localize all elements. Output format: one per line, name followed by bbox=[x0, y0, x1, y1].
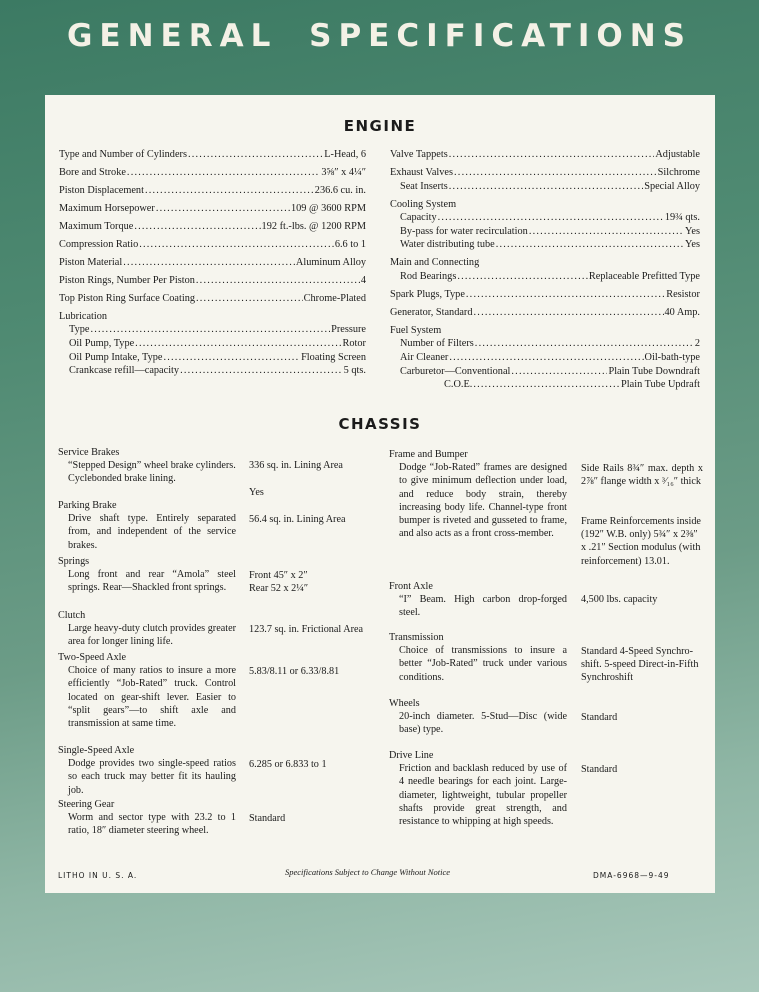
frame-bumper-block: Frame and Bumper Dodge “Job-Rated” frames are designed to give minimum deflection under load, and reduce body strain, thereby increasing body life. Channel-type front bumper is riveted and gusseted to frame, and also acts as a front cross-member. bbox=[389, 449, 567, 540]
chassis-section-title: CHASSIS bbox=[338, 415, 422, 433]
spec-row: Capacity ..... 19¾ qts. bbox=[390, 211, 700, 225]
spec-row: Seat Inserts ..... Special Alloy bbox=[390, 180, 700, 194]
document-code: DMA-6968—9-49 bbox=[593, 871, 670, 880]
spec-row: Maximum Torque ..... 192 ft.-lbs. @ 1200 RPM bbox=[59, 220, 366, 234]
engine-section-title: ENGINE bbox=[343, 117, 417, 135]
litho-note: LITHO IN U. S. A. bbox=[58, 871, 138, 880]
spec-row: Crankcase refill—capacity ..... 5 qts. bbox=[59, 364, 366, 378]
parking-brake-value: 56.4 sq. in. Lining Area bbox=[249, 514, 346, 525]
steering-gear-block: Steering Gear Worm and sector type with 23.2 to 1 ratio, 18″ diameter steering wheel. bbox=[58, 799, 236, 837]
frame-reinforcement-value: Frame Reinforcements inside (192″ W.B. only) 5¾″ x 2⅜″ x .21″ Section modulus (with reinforcement) 13.01. bbox=[581, 516, 701, 567]
spec-row: Spark Plugs, Type ..... Resistor bbox=[390, 288, 700, 302]
spec-row: Piston Material ..... Aluminum Alloy bbox=[59, 256, 366, 270]
page-banner-title: GENERAL SPECIFICATIONS bbox=[66, 18, 692, 54]
brake-lining-value: Yes bbox=[249, 487, 264, 498]
drive-line-block: Drive Line Friction and backlash reduced by use of 4 needle bearings for each joint. Large-diameter, lightweight, tubular propeller shafts provide great strength, and resistance to whipping at high speeds. bbox=[389, 750, 567, 828]
spec-row: Oil Pump Intake, Type ..... Floating Screen bbox=[59, 351, 366, 365]
spec-row: Compression Ratio ..... 6.6 to 1 bbox=[59, 238, 366, 252]
drive-line-value: Standard bbox=[581, 764, 618, 775]
spec-row: By-pass for water recirculation ..... Yes bbox=[390, 225, 700, 239]
single-speed-axle-value: 6.285 or 6.833 to 1 bbox=[249, 759, 327, 770]
service-brakes-value: 336 sq. in. Lining Area bbox=[249, 460, 343, 471]
two-speed-axle-value: 5.83/8.11 or 6.33/8.81 bbox=[249, 666, 340, 677]
two-speed-axle-block: Two-Speed Axle Choice of many ratios to insure a more efficiently “Job-Rated” truck. Control located on gear-shift lever. Easier to “split gears”—to shift axle and transmission at same time. bbox=[58, 652, 236, 730]
service-brakes-block: Service Brakes “Stepped Design” wheel brake cylinders. Cyclebonded brake lining. bbox=[58, 447, 236, 485]
lubrication-heading: Lubrication bbox=[59, 310, 108, 322]
clutch-block: Clutch Large heavy-duty clutch provides greater area for longer lining life. bbox=[58, 610, 236, 648]
spec-row: Top Piston Ring Surface Coating ..... Chrome-Plated bbox=[59, 292, 366, 306]
spec-row: Oil Pump, Type ..... Rotor bbox=[59, 337, 366, 351]
spec-row: Type and Number of Cylinders ..... L-Head, 6 bbox=[59, 148, 366, 162]
springs-value: Front 45″ x 2″ Rear 52 x 2¼″ bbox=[249, 570, 309, 595]
spec-row: Piston Rings, Number Per Piston ..... 4 bbox=[59, 274, 366, 288]
main-connecting-heading: Main and Connecting bbox=[390, 257, 480, 269]
spec-row: Air Cleaner ..... Oil-bath-type bbox=[390, 351, 700, 365]
parking-brake-block: Parking Brake Drive shaft type. Entirely separated from, and independent of the service brakes. bbox=[58, 500, 236, 551]
spec-row: C.O.E. ..... Plain Tube Updraft bbox=[390, 378, 700, 392]
spec-row: Number of Filters ..... 2 bbox=[390, 337, 700, 351]
fuel-heading: Fuel System bbox=[390, 324, 442, 336]
spec-row: Bore and Stroke ..... 3⅝″ x 4¼″ bbox=[59, 166, 366, 180]
engine-right-column bbox=[390, 148, 700, 392]
spec-row: Carburetor—Conventional ..... Plain Tube Downdraft bbox=[390, 365, 700, 379]
spec-row: Rod Bearings ..... Replaceable Prefitted Type bbox=[390, 270, 700, 284]
spec-row: Type ..... Pressure bbox=[59, 323, 366, 337]
spec-row: Water distributing tube ..... Yes bbox=[390, 238, 700, 252]
spec-row: Maximum Horsepower ..... 109 @ 3600 RPM bbox=[59, 202, 366, 216]
transmission-block: Transmission Choice of transmissions to insure a better “Job-Rated” truck under various conditions. bbox=[389, 632, 567, 683]
cooling-heading: Cooling System bbox=[390, 198, 457, 210]
frame-side-rails-value: Side Rails 8¾″ max. depth x 2⅞″ flange width x ³⁄₁₆″ thick bbox=[581, 463, 703, 488]
single-speed-axle-block: Single-Speed Axle Dodge provides two single-speed ratios so each truck may better fit its hauling job. bbox=[58, 745, 236, 796]
spec-row: Valve Tappets ..... Adjustable bbox=[390, 148, 700, 162]
spec-row: Exhaust Valves ..... Silchrome bbox=[390, 166, 700, 180]
steering-gear-value: Standard bbox=[249, 813, 286, 824]
transmission-value: Standard 4-Speed Synchro-shift. 5-speed Direct-in-Fifth Synchroshift bbox=[581, 646, 699, 684]
wheels-value: Standard bbox=[581, 712, 618, 723]
wheels-block: Wheels 20-inch diameter. 5-Stud—Disc (wide base) type. bbox=[389, 698, 567, 736]
engine-left-column bbox=[59, 148, 366, 378]
springs-block: Springs Long front and rear “Amola” steel springs. Rear—Shackled front springs. bbox=[58, 556, 236, 594]
front-axle-block: Front Axle “I” Beam. High carbon drop-forged steel. bbox=[389, 581, 567, 619]
clutch-value: 123.7 sq. in. Frictional Area bbox=[249, 624, 364, 635]
spec-row: Piston Displacement ..... 236.6 cu. in. bbox=[59, 184, 366, 198]
front-axle-value: 4,500 lbs. capacity bbox=[581, 594, 658, 605]
specs-disclaimer: Specifications Subject to Change Without Notice bbox=[285, 867, 451, 877]
spec-row: Generator, Standard ..... 40 Amp. bbox=[390, 306, 700, 320]
spec-sheet bbox=[45, 95, 715, 893]
